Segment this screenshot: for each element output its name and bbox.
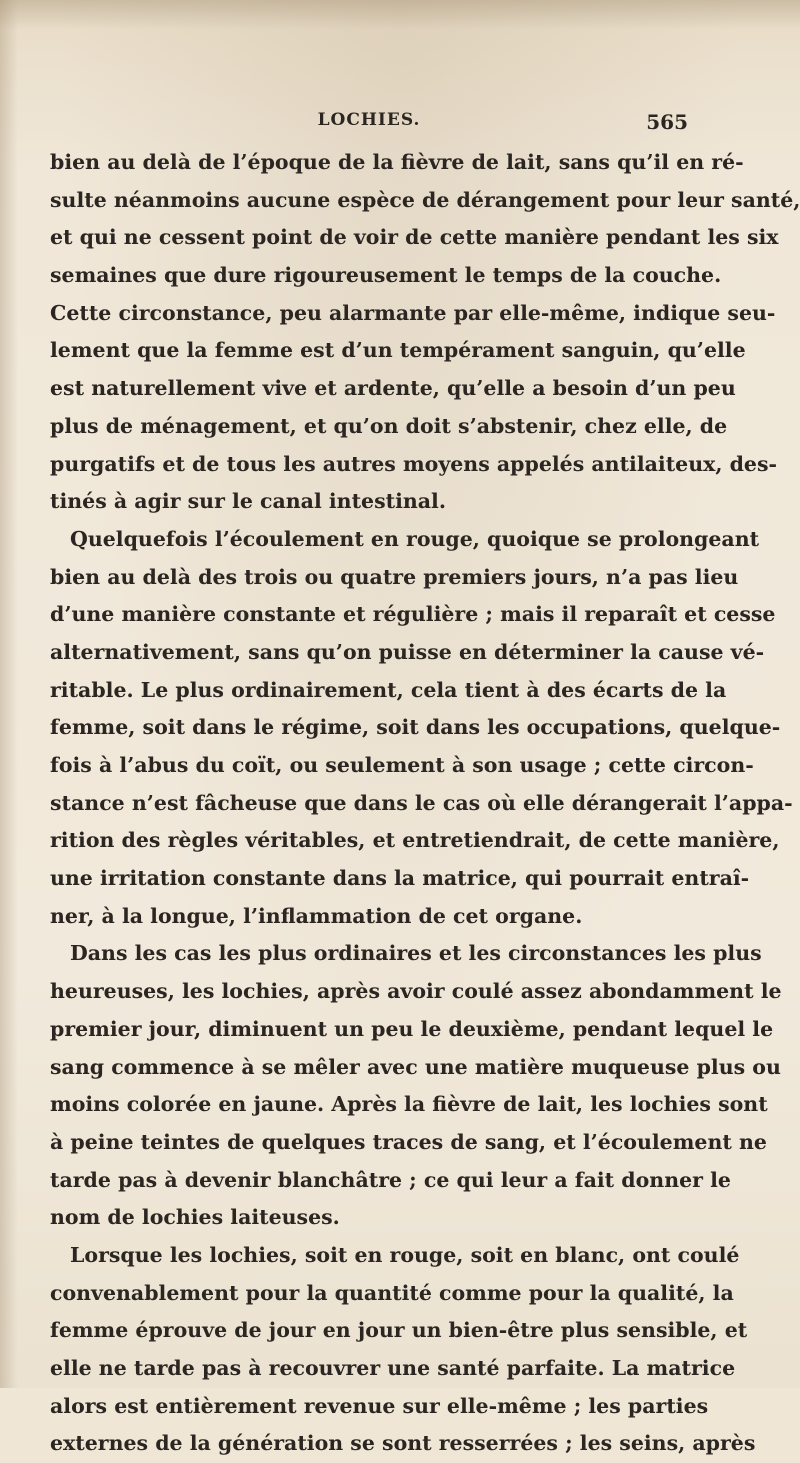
text-line: et qui ne cessent point de voir de cette manière pendant les six [50,225,779,250]
text-line: est naturellement vive et ardente, qu’elle a besoin d’un peu [50,376,736,401]
text-line: Cette circonstance, peu alarmante par elle-même, indique seu- [50,300,776,325]
text-line: elle ne tarde pas à recouvrer une santé parfaite. La matrice [50,1356,736,1380]
text-line: femme éprouve de jour en jour un bien-être plus sensible, et [50,1318,748,1343]
text-line: nom de lochies laiteuses. [50,1205,340,1230]
text-line: externes de la génération se sont resserrées ; les seins, après [50,1431,756,1456]
text-line: rition des règles véritables, et entretiendrait, de cette manière, [50,828,780,853]
text-line: stance n’est fâcheuse que dans le cas où elle dérangerait l’appa- [50,790,793,815]
text-line: heureuses, les lochies, après avoir coulé assez abondamment le [50,979,782,1004]
text-line: femme, soit dans le régime, soit dans les occupations, quelque- [50,715,781,740]
text-line: plus de ménagement, et qu’on doit s’abstenir, chez elle, de [50,413,728,438]
text-line: convenablement pour la quantité comme pour la qualité, la [50,1280,734,1305]
text-line: purgatifs et de tous les autres moyens appelés antilaiteux, des- [50,451,778,476]
text-line: moins colorée en jaune. Après la fièvre de lait, les lochies sont [50,1092,768,1117]
text-line: bien au delà des trois ou quatre premiers jours, n’a pas lieu [50,564,739,589]
text-line: ner, à la longue, l’inflammation de cet organe. [50,903,583,928]
text-line: tinés à agir sur le canal intestinal. [50,489,446,514]
text-line: fois à l’abus du coït, ou seulement à son usage ; cette circon- [50,753,754,777]
text-line: sulte néanmoins aucune espèce de dérangement pour leur santé, [50,187,800,212]
text-line: d’une manière constante et régulière ; mais il reparaît et cesse [50,602,776,627]
text-line: alternativement, sans qu’on puisse en déterminer la cause vé- [50,639,765,664]
text-line: à peine teintes de quelques traces de sang, et l’écoulement ne [50,1129,767,1154]
text-line: bien au delà de l’époque de la fièvre de lait, sans qu’il en ré- [50,150,744,174]
page-left-edge [0,0,18,1388]
text-line: Quelquefois l’écoulement en rouge, quoique se prolongeant [70,526,760,551]
text-line: premier jour, diminuent un peu le deuxième, pendant lequel le [50,1016,774,1041]
text-line: lement que la femme est d’un tempérament sanguin, qu’elle [50,338,746,363]
text-line: alors est entièrement revenue sur elle-même ; les parties [50,1393,709,1418]
text-line: une irritation constante dans la matrice, qui pourrait entraî- [50,866,750,891]
text-body [50,144,800,1463]
running-title: LOCHIES. [317,110,421,130]
text-line: semaines que dure rigoureusement le temps de la couche. [50,263,722,288]
text-line: tarde pas à devenir blanchâtre ; ce qui leur a fait donner le [50,1167,731,1192]
text-line: sang commence à se mêler avec une matière muqueuse plus ou [50,1054,781,1079]
page-number: 565 [646,110,688,134]
text-line: Lorsque les lochies, soit en rouge, soit en blanc, ont coulé [70,1242,740,1267]
text-line: ritable. Le plus ordinairement, cela tient à des écarts de la [50,677,727,702]
text-line: Dans les cas les plus ordinaires et les circonstances les plus [70,941,762,966]
page-top-shadow [0,0,800,30]
running-head [50,110,688,140]
